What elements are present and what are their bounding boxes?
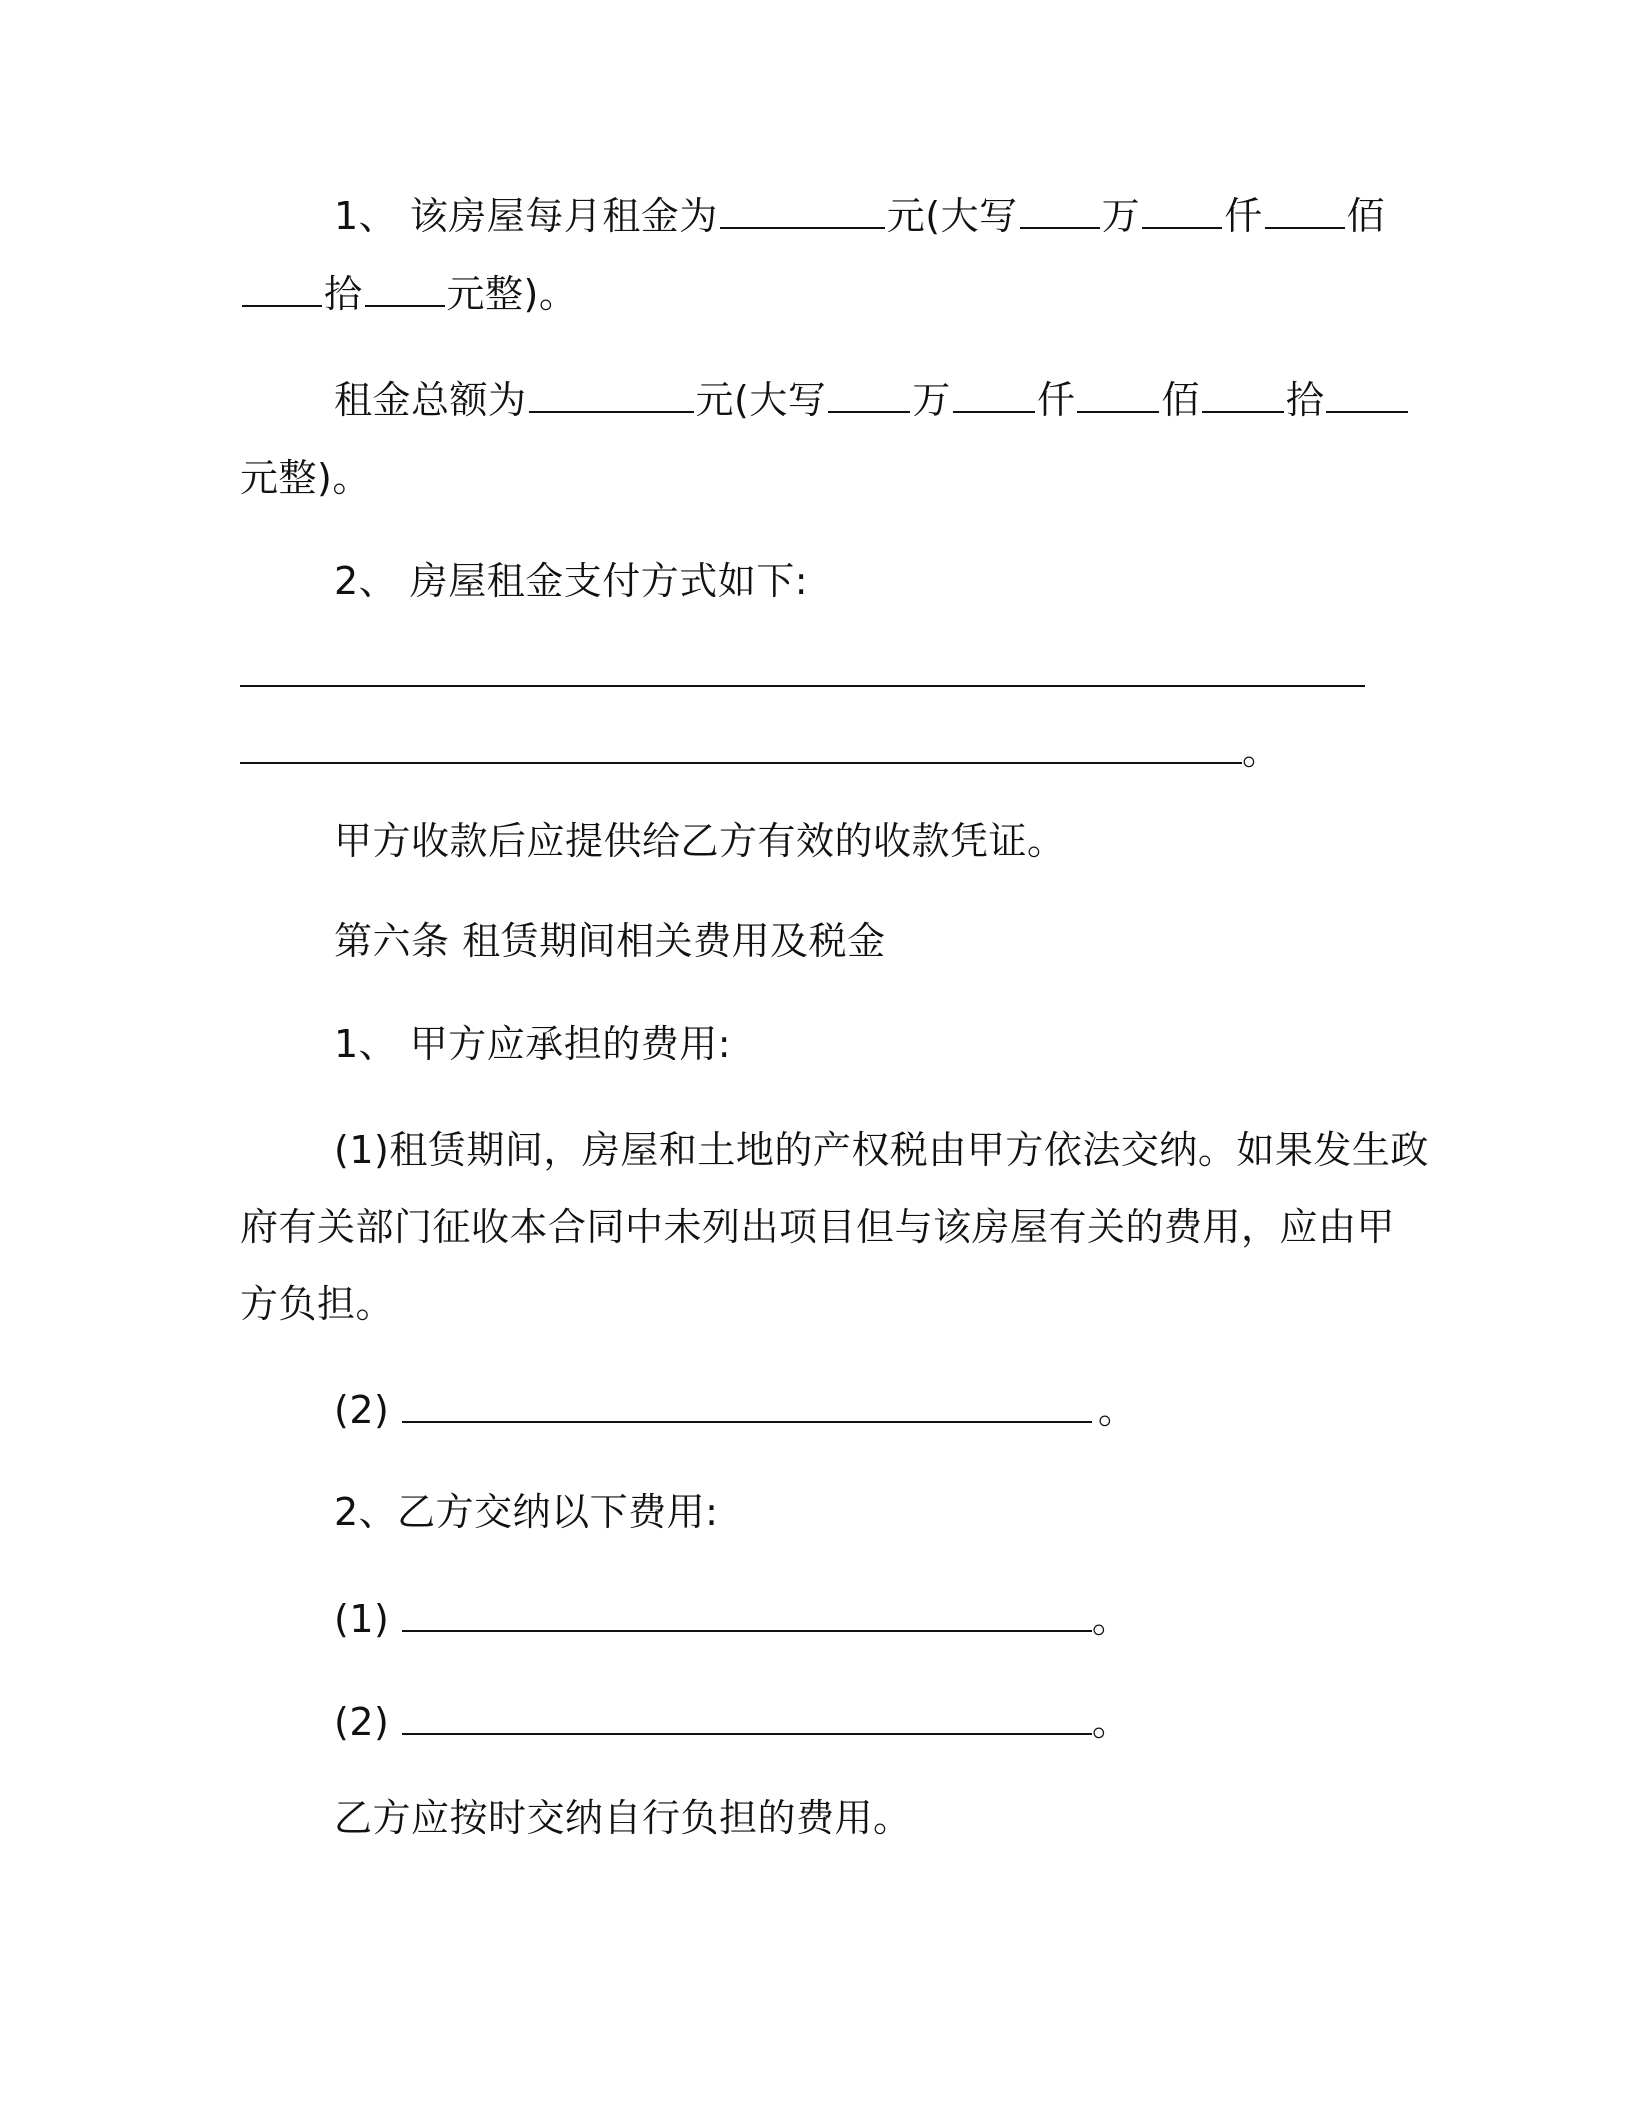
receipt-text: 甲方收款后应提供给乙方有效的收款凭证。 bbox=[334, 819, 1066, 863]
party-a-item2 bbox=[334, 1384, 1136, 1436]
party-b-item1-blank bbox=[402, 1596, 1092, 1632]
qian-label: 仟 bbox=[1224, 194, 1263, 238]
party-a-item1-line2: 府有关部门征收本合同中未列出项目但与该房屋有关的费用，应由甲 bbox=[240, 1205, 1396, 1249]
total-yuan-blank bbox=[1326, 377, 1408, 413]
yuan-zheng-label: 元整)。 bbox=[446, 272, 578, 316]
shi-label: 拾 bbox=[324, 272, 363, 316]
wan-blank bbox=[1020, 193, 1100, 229]
party-a-item1-line3: 方负担。 bbox=[240, 1282, 395, 1326]
total-shi-label: 拾 bbox=[1285, 378, 1325, 422]
total-shi-blank bbox=[1202, 377, 1284, 413]
bai-blank bbox=[1265, 193, 1345, 229]
rent-total-prefix: 租金总额为 bbox=[334, 378, 527, 422]
rent-monthly-prefix: 1、 该房屋每月租金为 bbox=[334, 194, 718, 238]
monthly-amount-blank bbox=[720, 193, 885, 229]
party-a-item2-blank bbox=[402, 1387, 1092, 1423]
total-qian-label: 仟 bbox=[1036, 378, 1076, 422]
party-a-item2-end: 。 bbox=[1097, 1388, 1137, 1432]
rent-monthly-line2 bbox=[240, 268, 577, 320]
total-wan-label: 万 bbox=[912, 378, 951, 422]
payment-blank-line1 bbox=[240, 648, 1365, 700]
payment-method-blank-2 bbox=[240, 728, 1242, 764]
yuan-blank bbox=[365, 271, 445, 307]
party-a-heading: 1、 甲方应承担的费用: bbox=[334, 1022, 732, 1066]
party-b-item2-end: 。 bbox=[1091, 1700, 1131, 1744]
rent-total-line2: 元整)。 bbox=[240, 456, 371, 500]
party-a-item2-label: (2) bbox=[334, 1388, 390, 1432]
shi-blank bbox=[242, 271, 322, 307]
party-b-item1-end: 。 bbox=[1091, 1597, 1131, 1641]
payment-end-mark: 。 bbox=[1242, 729, 1281, 773]
party-b-item2-blank bbox=[402, 1699, 1092, 1735]
total-qian-blank bbox=[953, 377, 1035, 413]
total-wan-blank bbox=[828, 377, 910, 413]
party-b-item2 bbox=[334, 1696, 1130, 1748]
total-amount-blank bbox=[529, 377, 694, 413]
article6-title: 第六条 租赁期间相关费用及税金 bbox=[334, 919, 886, 963]
qian-blank bbox=[1142, 193, 1222, 229]
rent-monthly-line1 bbox=[334, 190, 1385, 242]
rent-total-line1 bbox=[334, 374, 1410, 426]
party-b-heading: 2、乙方交纳以下费用: bbox=[334, 1490, 719, 1534]
party-b-item1-label: (1) bbox=[334, 1597, 390, 1641]
bai-label: 佰 bbox=[1346, 194, 1386, 238]
payment-heading: 2、 房屋租金支付方式如下: bbox=[334, 559, 809, 603]
wan-label: 万 bbox=[1101, 194, 1141, 238]
payment-blank-line2 bbox=[240, 725, 1281, 777]
daxie-label: 元(大写 bbox=[886, 194, 1018, 238]
party-b-item2-label: (2) bbox=[334, 1700, 390, 1744]
party-a-item1-line1: (1)租赁期间，房屋和土地的产权税由甲方依法交纳。如果发生政 bbox=[334, 1128, 1429, 1172]
party-b-closing: 乙方应按时交纳自行负担的费用。 bbox=[334, 1796, 912, 1840]
total-bai-blank bbox=[1077, 377, 1159, 413]
payment-method-blank-1 bbox=[240, 651, 1365, 687]
total-bai-label: 佰 bbox=[1161, 378, 1200, 422]
party-b-item1 bbox=[334, 1593, 1130, 1645]
total-daxie-label: 元(大写 bbox=[695, 378, 827, 422]
